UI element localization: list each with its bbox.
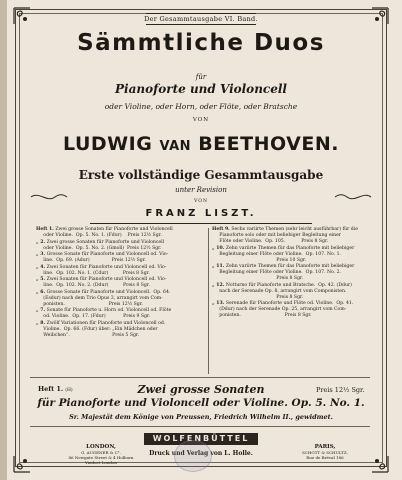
list-item (36, 308, 206, 320)
work-heft-number: „ 12. (212, 282, 226, 288)
composer-name (0, 133, 402, 155)
works-list (36, 227, 370, 377)
work-heft-number: „ 5. (36, 277, 47, 282)
work-description: Zehn variirte Themen für das Pianoforte mit beliebiger Begleitung einer Flöte oder Violine. Op. 107. No. 1. Preis 10 Sgr. (219, 245, 355, 263)
publisher-paris (280, 445, 370, 460)
editor-name: FRANZ LISZT. (145, 208, 257, 219)
edition-title: Erste vollständige Gesammtausgabe (78, 168, 324, 182)
work-heft-number: „ 2. (36, 239, 47, 245)
page-title: Sämmtliche Duos (77, 30, 325, 56)
band-rule-top (146, 13, 256, 14)
publisher-london-line: Viaduct London (85, 460, 117, 465)
list-item (36, 252, 206, 264)
work-heft-number: Heft 1. (36, 227, 56, 232)
composer-last-name: BEETHOVEN. (198, 133, 339, 155)
list-item (212, 227, 370, 245)
instruments-main: Pianoforte und Violoncell (115, 82, 287, 96)
composer-particle: VAN (159, 139, 192, 154)
work-description: Zwei grosse Sonaten für Pianoforte und Violoncell oder Violine. Op. 5. No. 1. (Fdur) Preis 12½ Sgr. (43, 227, 173, 238)
works-column-left (36, 227, 206, 339)
publisher-paris-line: SCHOTT & SCHULTZ, (302, 450, 348, 455)
dedication: Sr. Majestät dem Könige von Preussen, Friedrich Wilhelm II., gewidmet. (69, 413, 333, 421)
list-item (212, 246, 370, 264)
list-item (36, 277, 206, 289)
work-description: Grosse Sonate für Pianoforte und Violoncell. Op. 64. (Esdur) nach dem Trio Opus 3, arrangirt vom Com- ponisten. Preis 12½ Sgr. (43, 289, 171, 307)
publisher-london-city: LONDON, (86, 444, 116, 450)
work-description: Serenade für Pianoforte und Flöte od. Violine. Op. 41. (Ddur) nach der Serenade Op. 25, arrangirt vom Com- ponisten. Preis 8 Sgr. (219, 301, 354, 318)
current-heft-op: (H) (65, 388, 73, 393)
current-heft-label: Heft 1. (38, 385, 64, 393)
band-rule-bottom (146, 24, 256, 25)
work-description: Zwei grosse Sonaten für Pianoforte und Violoncell oder Violine. Op. 5. No. 2. (Gmoll) Preis 12½ Sgr. (43, 239, 165, 251)
work-heft-number: „ 11. (212, 264, 226, 269)
piece-title: Zwei grosse Sonaten (137, 383, 265, 396)
work-heft-number: „ 10. (212, 245, 226, 251)
work-description: Zwei Sonaten für Pianoforte und Violoncell od. Vio- line. Op. 102. No. 1. (Cdur) Preis 8 Sgr. (43, 264, 167, 276)
list-item (212, 283, 370, 301)
list-item (212, 301, 370, 319)
work-heft-number: „ 8. (36, 320, 47, 326)
publisher-city-banner: WOLFENBÜTTEL (144, 433, 258, 445)
work-heft-number: „ 4. (36, 264, 47, 270)
list-item (36, 321, 206, 339)
piece-subtitle: für Pianoforte und Violoncell oder Violine. Op. 5. No. 1. (37, 397, 365, 409)
piece-price: Preis 12½ Sgr. (316, 386, 365, 394)
work-description: Zwölf Variationen für Pianoforte und Violoncell od. Violine. Op. 66. (Fdur) über: „Ein Mädchen oder Weibchen“. Preis 5 Sgr. (43, 320, 166, 338)
work-description: Sechs variirte Themen (sehr leicht ausführbar) für die Pianoforte solo oder mit beliebiger Begleitung einer Flöte oder Violine. Op. 105. Preis 8 Sgr. (219, 227, 358, 244)
editor-rule (90, 223, 312, 224)
work-description: Notturno für Pianoforte und Bratsche. Op. 42. (Ddur) nach der Serenade Op. 8, arrangirt vom Componisten. Preis 8 Sgr. (219, 282, 352, 300)
work-heft-number: „ 13. (212, 301, 226, 306)
publisher-paris-city: PARIS, (314, 444, 336, 450)
list-item (36, 227, 206, 239)
publisher-london-line: G. AUGENER & C°. (81, 450, 121, 455)
work-heft-number: „ 3. (36, 252, 47, 257)
library-stamp (174, 440, 212, 472)
revision-label: unter Revision (175, 186, 227, 194)
publisher-imprint: Druck und Verlag von L. Holle. (149, 450, 253, 457)
work-description: Zehn variirte Themen für das Pianoforte mit beliebiger Begleitung einer Flöte oder Violine. Op. 107. No. 2. Preis 8 Sgr. (219, 264, 355, 281)
list-item (36, 265, 206, 277)
list-item (36, 290, 206, 308)
volume-label: Der Gesammtausgabe VI. Band. (144, 15, 258, 23)
work-description: Zwei Sonaten für Pianoforte und Violoncell od. Vio- line. Op. 102. No. 2. (Ddur) Preis 8 Sgr. (43, 277, 167, 288)
work-heft-number: „ 7. (36, 308, 47, 313)
publisher-rule (30, 426, 370, 427)
publisher-paris-line: Rue de Bréval 186 (306, 455, 344, 460)
by-label: VON (192, 117, 210, 123)
divider-rule (30, 377, 370, 378)
work-description: Sonate für Pianoforte u. Horn od. Violoncell od. Flöte od. Violine. Op. 17. (Fdur) Preis 9 Sgr. (43, 308, 172, 319)
list-item (36, 240, 206, 252)
work-heft-number: „ 6. (36, 289, 47, 295)
publisher-london-line: 86 Newgate Street & 4 Holborn (68, 455, 134, 460)
for-label: für (195, 73, 207, 81)
work-heft-number: Heft 9. (212, 227, 232, 232)
works-column-right (212, 227, 370, 320)
composer-first-name: LUDWIG (63, 133, 153, 155)
by-label-small: VON (194, 199, 208, 204)
instruments-alternative: oder Violine, oder Horn, oder Flöte, oder Bratsche (104, 102, 298, 111)
work-description: Grosse Sonate für Pianoforte und Violoncell od. Vio- line. Op. 69. (Adur) Preis 12½ Sgr. (43, 252, 169, 263)
list-item (212, 264, 370, 282)
